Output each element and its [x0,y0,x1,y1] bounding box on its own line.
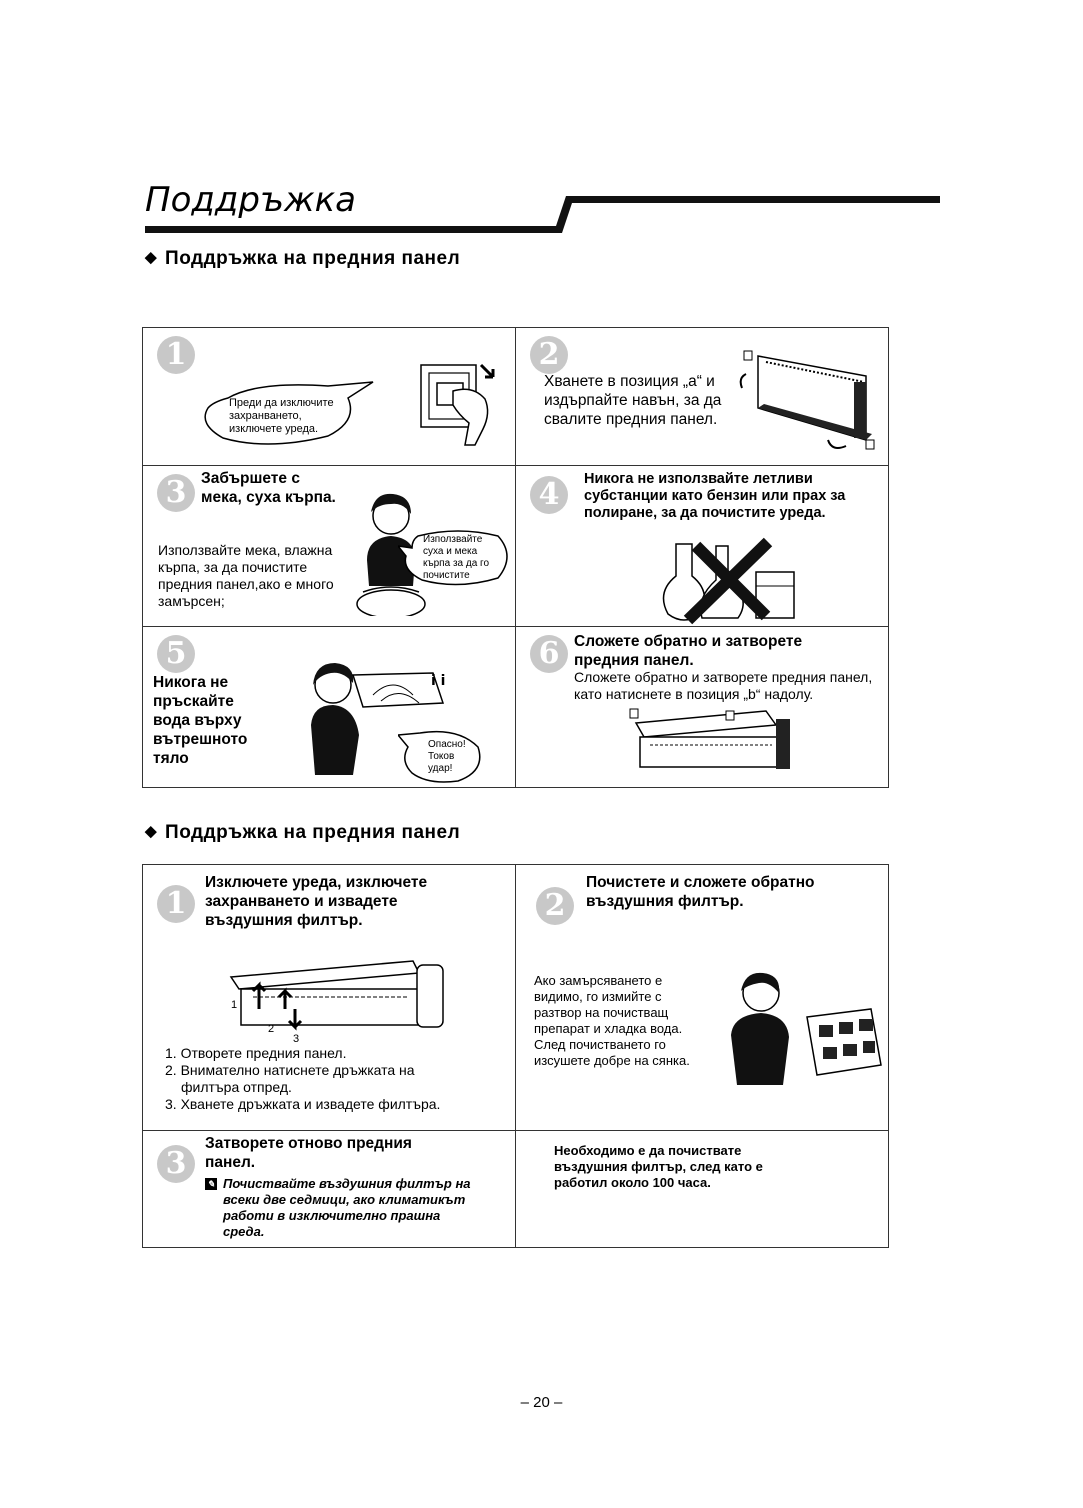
step-text: Хванете в позиция „a“ и издърпайте навън, за да свалите предния панел. [544,373,722,428]
no-chemicals-icon [656,536,806,626]
s1-step1 [142,327,516,466]
s2-step3 [142,1130,516,1248]
step-title: Почистете и сложете обратно въздушния филтър. [586,874,815,910]
diagram-label: 2 [268,1023,275,1035]
s1-step3 [142,465,516,627]
step-number: 1 [157,885,195,923]
step-title: Забършете с мека, суха кърпа. [201,470,336,506]
step-number: 3 [157,1145,195,1183]
step-number: 3 [157,474,195,512]
step-text: Ако замърсяването е видимо, го измийте с разтвор на почистващ препарат и хладка вода. След почистването го изсушете добре на сянка. [534,973,690,1068]
step-number: 4 [530,476,568,514]
s1-step6 [515,626,889,788]
diamond-bullet-icon: ◆ [145,823,158,840]
bubble-text: Преди да изключите захранването, изключете уреда. [229,397,334,435]
cleaning-interval-text: Необходимо е да почиствате въздушния филтър, след като е работил около 100 часа. [554,1143,763,1190]
step-text: Сложете обратно и затворете предния панел, като натиснете в позиция „b“ надолу. [574,669,873,702]
section1-heading: ◆ Поддръжка на предния панел [145,248,461,269]
title-rule [0,0,1083,240]
person-filter-icon [721,965,886,1095]
note-icon: ✎ [205,1178,217,1190]
step-number: 2 [536,887,574,925]
diagram-label: 3 [293,1033,300,1045]
step-number: 5 [157,635,195,673]
section2-heading: ◆ Поддръжка на предния панел [145,822,461,843]
diamond-bullet-icon: ◆ [145,249,158,266]
power-plug-icon [413,353,503,453]
step-list: 1. Отворете предния панел. 2. Внимателно натиснете дръжката на филтъра отпред. 3. Хванете дръжката и извадете филтъра. [165,1045,441,1112]
filter-removal-icon [223,951,453,1041]
s2-step2 [515,864,889,1131]
s2-step1 [142,864,516,1131]
step-note: ✎ Почиствайте въздушния филтър на всеки две седмици, ако климатикът работи в изключително прашна среда. [205,1176,471,1240]
step-number: 2 [530,336,568,374]
step-title: Никога не пръскайте вода върху вътрешното тяло [153,674,248,767]
page-title: Поддръжка [145,180,356,220]
s1-step2 [515,327,889,466]
step-title: Сложете обратно и затворете предния панел. [574,633,803,669]
diagram-label: 1 [231,999,238,1011]
s1-step4 [515,465,889,627]
step-text: Използвайте мека, влажна кърпа, за да почистите предния панел,ако е много замърсен; [158,542,334,609]
s2-note-cell [515,1130,889,1248]
ac-unit-icon [736,348,886,458]
page-number: – 20 – [520,1394,563,1411]
step-number: 1 [157,336,195,374]
ac-unit-open-icon [626,703,796,781]
s1-step5 [142,626,516,788]
bubble-text: Използвайте суха и мека кърпа за да го почистите [423,534,490,581]
bubble-text: Опасно! Токов удар! [428,739,466,774]
step-title: Затворете отново предния панел. [205,1135,412,1171]
step-title: Изключете уреда, изключете захранването и извадете въздушния филтър. [205,874,428,929]
step-title: Никога не използвайте летливи субстанции като бензин или прах за полиране, за да почистите уреда. [584,471,846,521]
step-number: 6 [530,635,568,673]
svg-text:i i: i i [431,673,446,689]
